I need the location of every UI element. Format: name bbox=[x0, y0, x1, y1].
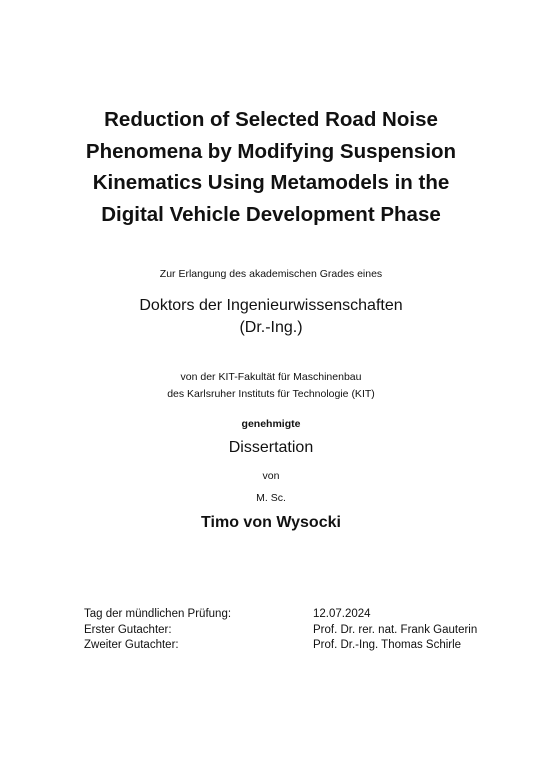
title-line: Phenomena by Modifying Suspension bbox=[85, 139, 457, 163]
author-prefix: M. Sc. bbox=[256, 492, 286, 504]
faculty-line: von der KIT-Fakultät für Maschinenbau bbox=[180, 371, 362, 383]
document-type: Dissertation bbox=[228, 439, 314, 456]
by-label: von bbox=[262, 470, 280, 482]
title-line: Kinematics Using Metamodels in the bbox=[92, 171, 450, 194]
thesis-title bbox=[40, 104, 502, 230]
examination-details bbox=[84, 607, 504, 654]
exam-row-date bbox=[84, 607, 504, 623]
exam-label: Zweiter Gutachter: bbox=[84, 639, 179, 651]
exam-row-first-reviewer bbox=[84, 623, 504, 639]
title-line: Reduction of Selected Road Noise bbox=[104, 108, 438, 131]
faculty-line: des Karlsruher Instituts für Technologie (KIT) bbox=[167, 388, 375, 400]
exam-value: 12.07.2024 bbox=[313, 608, 371, 620]
exam-label: Tag der mündlichen Prüfung: bbox=[84, 608, 232, 620]
degree-purpose: Zur Erlangung des akademischen Grades eines bbox=[159, 268, 383, 280]
exam-value: Prof. Dr.-Ing. Thomas Schirle bbox=[313, 639, 462, 651]
exam-row-second-reviewer bbox=[84, 638, 504, 654]
exam-value: Prof. Dr. rer. nat. Frank Gauterin bbox=[313, 623, 478, 636]
exam-label: Erster Gutachter: bbox=[84, 623, 172, 636]
degree-abbreviation: (Dr.-Ing.) bbox=[239, 319, 303, 336]
faculty-block bbox=[40, 369, 502, 403]
degree-block bbox=[40, 295, 502, 339]
approved-label: genehmigte bbox=[241, 418, 301, 430]
title-line: Digital Vehicle Development Phase bbox=[101, 202, 441, 226]
author-name: Timo von Wysocki bbox=[201, 514, 341, 531]
degree-name: Doktors der Ingenieurwissenschaften bbox=[139, 297, 403, 314]
